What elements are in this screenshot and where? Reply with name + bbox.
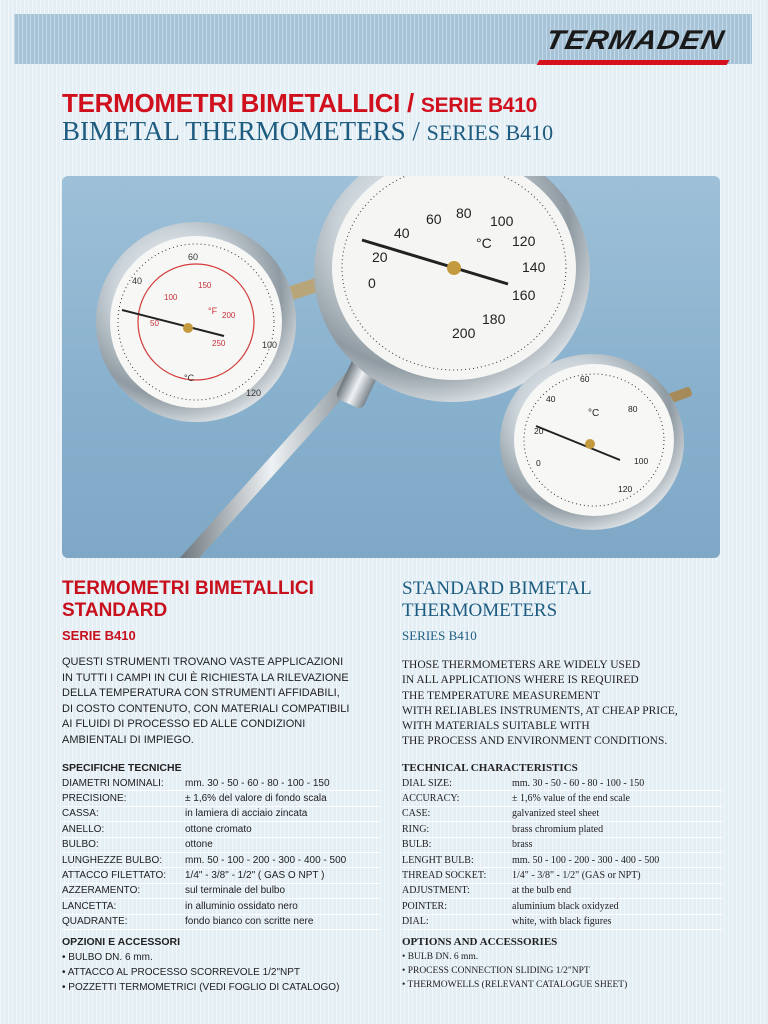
spec-value: ottone <box>185 837 380 852</box>
spec-label: ATTACCO FILETTATO: <box>62 868 185 883</box>
gauge-large-label: 80 <box>456 205 472 221</box>
spec-row <box>402 883 722 898</box>
title-english-main: BIMETAL THERMOMETERS / <box>62 116 420 146</box>
gauge-left-inner-label: 100 <box>164 293 178 302</box>
spec-value: at the bulb end <box>512 883 722 898</box>
spec-label: THREAD SOCKET: <box>402 868 512 883</box>
gauge-right-label: 80 <box>628 404 638 414</box>
spec-label: DIAMETRI NOMINALI: <box>62 776 185 791</box>
english-spec-table <box>402 776 722 930</box>
italian-description-line: AMBIENTALI DI IMPIEGO. <box>62 733 194 746</box>
list-item: • POZZETTI TERMOMETRICI (VEDI FOGLIO DI CATALOGO) <box>62 982 340 993</box>
english-description-line: WITH RELIABLES INSTRUMENTS, AT CHEAP PRICE, <box>402 704 678 717</box>
spec-label: POINTER: <box>402 899 512 914</box>
gauge-large-label: 200 <box>452 325 476 341</box>
spec-label: LENGHT BULB: <box>402 852 512 867</box>
gauge-right-label: 120 <box>618 484 633 494</box>
gauge-left-outer-label: 120 <box>246 388 262 398</box>
spec-row <box>62 883 380 898</box>
spec-value: ottone cromato <box>185 822 380 837</box>
spec-row <box>62 822 380 837</box>
spec-value: in alluminio ossidato nero <box>185 899 380 914</box>
title-italian-main: TERMOMETRI BIMETALLICI / <box>62 88 414 118</box>
english-heading-line1: STANDARD BIMETAL <box>402 578 592 599</box>
spec-label: PRECISIONE: <box>62 791 185 806</box>
gauge-left-unit-c: °C <box>184 373 195 383</box>
gauge-left-outer-label: 40 <box>132 276 143 286</box>
spec-row <box>62 806 380 821</box>
gauge-large-label: 20 <box>372 249 388 265</box>
spec-value: galvanized steel sheet <box>512 806 722 821</box>
spec-value: mm. 50 - 100 - 200 - 300 - 400 - 500 <box>185 852 380 867</box>
title-italian <box>62 88 537 119</box>
spec-row <box>402 776 722 791</box>
spec-row <box>62 776 380 791</box>
gauge-left-outer-label: 100 <box>262 340 278 350</box>
spec-label: RING: <box>402 822 512 837</box>
spec-label: LUNGHEZZE BULBO: <box>62 852 185 867</box>
gauge-large-label: 140 <box>522 259 546 275</box>
spec-label: ACCURACY: <box>402 791 512 806</box>
spec-row <box>402 791 722 806</box>
spec-row <box>62 837 380 852</box>
spec-row <box>402 914 722 929</box>
gauge-large-label: 180 <box>482 311 506 327</box>
spec-label: ANELLO: <box>62 822 185 837</box>
gauge-left-outer-label: 60 <box>188 252 199 262</box>
english-options-list <box>402 950 627 992</box>
spec-row <box>62 899 380 914</box>
spec-value: brass chromium plated <box>512 822 722 837</box>
spec-value: mm. 50 - 100 - 200 - 300 - 400 - 500 <box>512 852 722 867</box>
italian-options-list <box>62 950 339 995</box>
english-description-line: THOSE THERMOMETERS ARE WIDELY USED <box>402 659 641 671</box>
italian-spec-title: SPECIFICHE TECNICHE <box>62 762 182 774</box>
spec-row <box>402 806 722 821</box>
gauge-right-label: 0 <box>536 458 541 468</box>
title-english <box>62 116 553 147</box>
gauge-large-label: 160 <box>512 287 536 303</box>
italian-heading <box>62 578 382 622</box>
gauge-large-label: 100 <box>490 213 514 229</box>
spec-row <box>402 822 722 837</box>
english-spec-title: TECHNICAL CHARACTERISTICS <box>402 762 578 774</box>
spec-label: ADJUSTMENT: <box>402 883 512 898</box>
english-description-line: WITH MATERIALS SUITABLE WITH <box>402 720 590 733</box>
spec-value: in lamiera di acciaio zincata <box>185 806 380 821</box>
gauge-left-inner-label: 50 <box>150 319 159 328</box>
list-item: • PROCESS CONNECTION SLIDING 1/2"NPT <box>402 966 590 976</box>
gauge-right-label: 40 <box>546 394 556 404</box>
italian-description-line: QUESTI STRUMENTI TROVANO VASTE APPLICAZIONI <box>62 656 344 668</box>
italian-description-line: AI FLUIDI DI PROCESSO ED ALLE CONDIZIONI <box>62 718 306 731</box>
gauge-right-label: 20 <box>534 426 544 436</box>
list-item: • BULB DN. 6 mm. <box>402 952 479 962</box>
english-description-line: THE PROCESS AND ENVIRONMENT CONDITIONS. <box>402 735 668 748</box>
list-item: • THERMOWELLS (RELEVANT CATALOGUE SHEET) <box>402 980 628 990</box>
spec-label: BULBO: <box>62 837 185 852</box>
spec-row <box>402 868 722 883</box>
spec-label: LANCETTA: <box>62 899 185 914</box>
gauge-right-label: 100 <box>634 456 649 466</box>
italian-description-line: DELLA TEMPERATURA CON STRUMENTI AFFIDABILI, <box>62 687 340 700</box>
spec-row <box>402 899 722 914</box>
italian-description-line: DI COSTO CONTENUTO, CON MATERIALI COMPATIBILI <box>62 702 350 715</box>
spec-row <box>62 791 380 806</box>
spec-value: 1/4" - 3/8" - 1/2" (GAS or NPT) <box>512 868 722 883</box>
spec-row <box>402 852 722 867</box>
spec-value: brass <box>512 837 722 852</box>
spec-label: DIAL SIZE: <box>402 776 512 791</box>
spec-label: QUADRANTE: <box>62 914 185 929</box>
gauge-large-label: 120 <box>512 233 536 249</box>
gauge-left-inner-label: 200 <box>222 311 236 320</box>
spec-label: BULB: <box>402 837 512 852</box>
spec-value: sul terminale del bulbo <box>185 883 380 898</box>
spec-row <box>62 868 380 883</box>
italian-column <box>62 578 382 749</box>
english-heading <box>402 578 722 622</box>
gauge-large-unit: °C <box>476 235 492 251</box>
list-item: • ATTACCO AL PROCESSO SCORREVOLE 1/2"NPT <box>62 967 301 978</box>
gauge-left-unit-f: °F <box>208 306 218 316</box>
spec-value: mm. 30 - 50 - 60 - 80 - 100 - 150 <box>512 776 722 791</box>
brand-logo: TERMADEN <box>542 25 728 56</box>
spec-value: mm. 30 - 50 - 60 - 80 - 100 - 150 <box>185 776 380 791</box>
title-english-series: SERIES B410 <box>426 120 554 145</box>
header-bar <box>14 14 752 64</box>
spec-label: AZZERAMENTO: <box>62 883 185 898</box>
italian-description <box>62 655 382 749</box>
gauge-left <box>96 222 296 422</box>
english-description-line: THE TEMPERATURE MEASUREMENT <box>402 689 600 702</box>
gauge-large-label: 0 <box>368 275 376 291</box>
title-italian-series: SERIE B410 <box>420 94 537 117</box>
spec-value: 1/4" - 3/8" - 1/2" ( GAS O NPT ) <box>185 868 380 883</box>
italian-options-title: OPZIONI E ACCESSORI <box>62 936 181 948</box>
product-photo <box>62 176 720 558</box>
spec-value: ± 1,6% value of the end scale <box>512 791 722 806</box>
english-heading-line2: THERMOMETERS <box>402 600 558 621</box>
gauge-right-label: 60 <box>580 374 590 384</box>
italian-heading-line2: STANDARD <box>62 600 168 621</box>
italian-heading-line1: TERMOMETRI BIMETALLICI <box>62 578 314 599</box>
english-description-line: IN ALL APPLICATIONS WHERE IS REQUIRED <box>402 674 639 687</box>
spec-label: DIAL: <box>402 914 512 929</box>
gauge-left-inner-label: 150 <box>198 281 212 290</box>
gauge-right <box>500 354 684 530</box>
italian-description-line: IN TUTTI I CAMPI IN CUI È RICHIESTA LA RILEVAZIONE <box>62 671 349 684</box>
gauge-large-label: 60 <box>426 211 442 227</box>
spec-label: CASE: <box>402 806 512 821</box>
logo-swoosh <box>537 60 730 65</box>
italian-series: SERIE B410 <box>62 628 136 643</box>
list-item: • BULBO DN. 6 mm. <box>62 952 153 963</box>
spec-row <box>62 914 380 929</box>
english-options-title: OPTIONS AND ACCESSORIES <box>402 936 558 948</box>
spec-label: CASSA: <box>62 806 185 821</box>
english-column <box>402 578 722 750</box>
spec-value: fondo bianco con scritte nere <box>185 914 380 929</box>
gauge-right-unit: °C <box>588 408 600 419</box>
spec-value: white, with black figures <box>512 914 722 929</box>
spec-row <box>402 837 722 852</box>
spec-row <box>62 852 380 867</box>
gauge-left-inner-label: 250 <box>212 339 226 348</box>
english-series: SERIES B410 <box>402 628 477 643</box>
gauge-large-label: 40 <box>394 225 410 241</box>
spec-value: aluminium black oxidyzed <box>512 899 722 914</box>
italian-spec-table <box>62 776 380 930</box>
english-description <box>402 658 722 750</box>
spec-value: ± 1,6% del valore di fondo scala <box>185 791 380 806</box>
